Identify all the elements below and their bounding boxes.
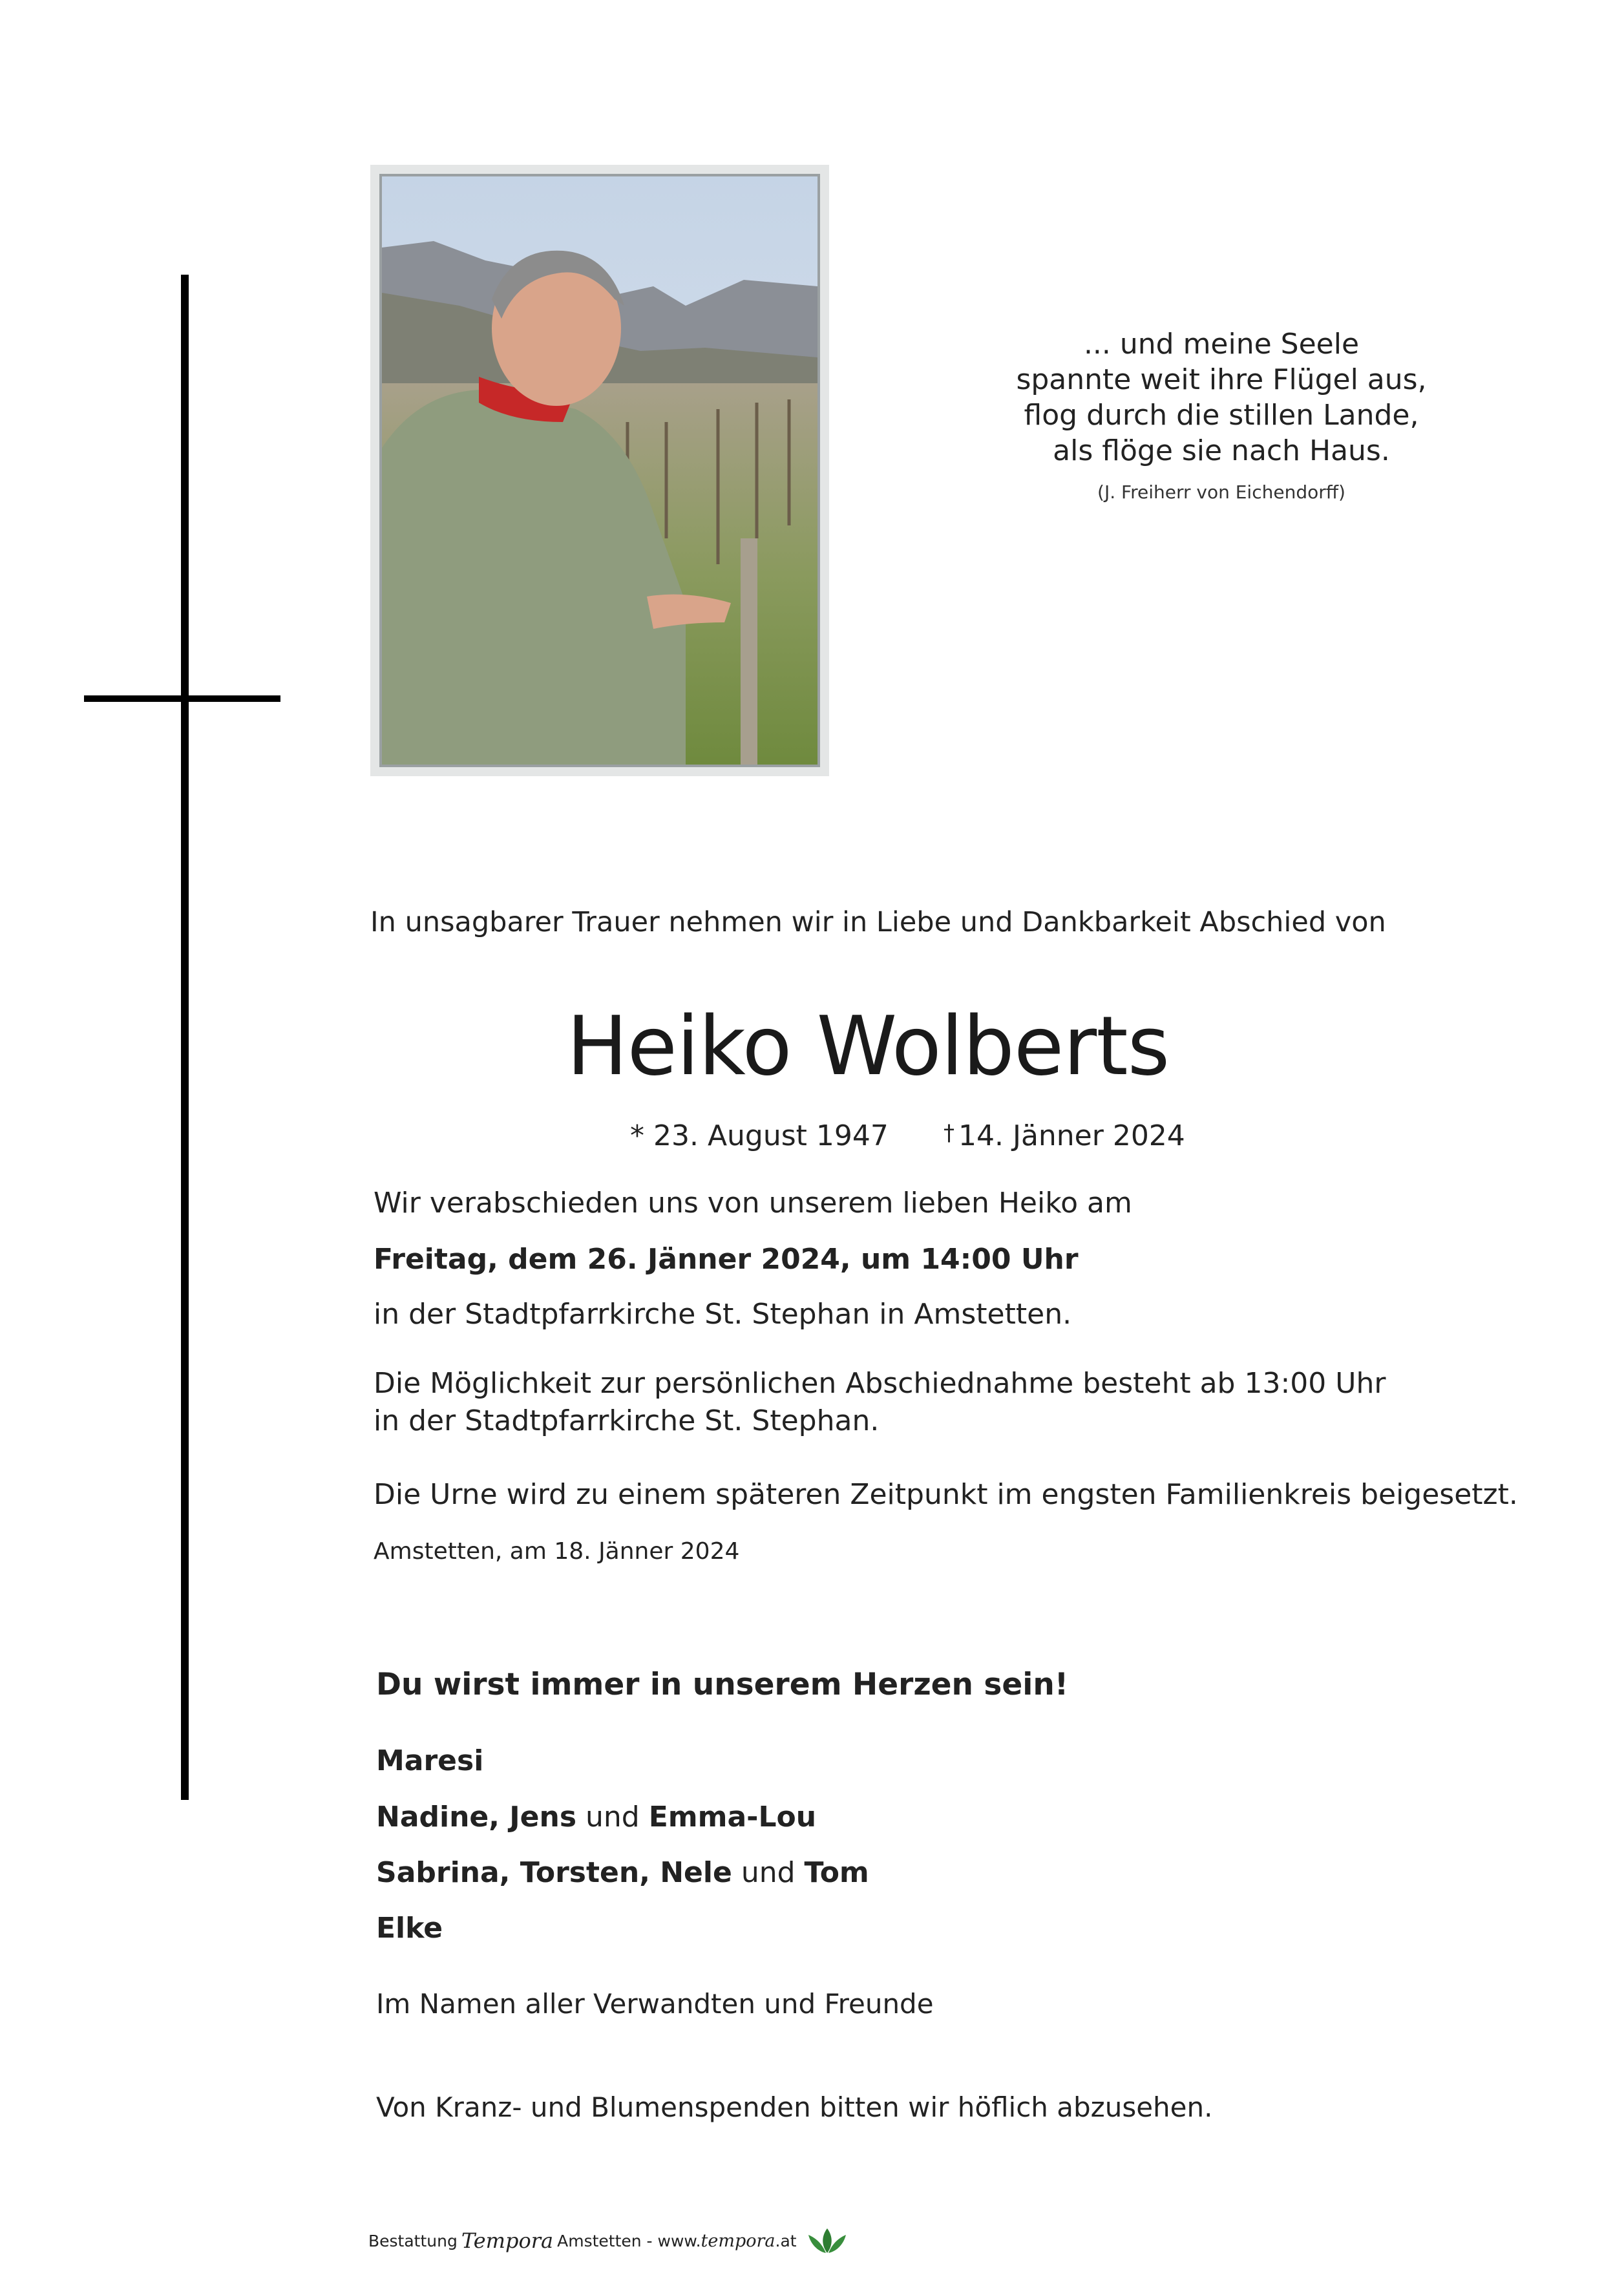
cross-vertical-bar (181, 275, 189, 1800)
brand-domain: tempora (701, 2230, 775, 2251)
death-date (944, 1119, 1185, 1152)
quote-author: (J. Freiherr von Eichendorff) (1097, 481, 1345, 503)
flowers-note: Von Kranz- und Blumenspenden bitten wir höflich abzusehen. (376, 2091, 1213, 2123)
lotus-logo-icon (806, 2226, 849, 2256)
cross-horizontal-bar (84, 695, 280, 702)
death-date-text: 14. Jänner 2024 (958, 1119, 1185, 1152)
mourner-names: Emma-Lou (648, 1801, 817, 1834)
deceased-name: Heiko Wolberts (566, 999, 1170, 1094)
mourner-names: Nadine, Jens (376, 1801, 577, 1834)
funeral-home-footer (368, 2221, 849, 2260)
quote-line: spannte weit ihre Flügel aus, (1016, 363, 1427, 396)
conjunction: und (741, 1856, 796, 1889)
mourner-names: Tom (804, 1856, 869, 1889)
intro-text: In unsagbarer Trauer nehmen wir in Liebe und Dankbarkeit Abschied von (370, 906, 1386, 938)
farewell-line: Wir verabschieden uns von unserem lieben Heiko am (374, 1187, 1132, 1220)
portrait-photo (370, 165, 829, 776)
footer-middle: Amstetten - www. (557, 2231, 701, 2250)
quote-line: ... und meine Seele (1083, 328, 1360, 361)
viewing-line-1: Die Möglichkeit zur persönlichen Abschiednahme besteht ab 13:00 Uhr (374, 1367, 1386, 1400)
service-date-time: Freitag, dem 26. Jänner 2024, um 14:00 Uhr (374, 1243, 1079, 1276)
footer-suffix: .at (775, 2231, 797, 2250)
mourner-names: Elke (376, 1912, 443, 1945)
footer-prefix: Bestattung (368, 2231, 458, 2250)
mourner-names: Maresi (376, 1744, 484, 1777)
service-place: in der Stadtpfarrkirche St. Stephan in Amstetten. (374, 1298, 1072, 1331)
relatives-line: Im Namen aller Verwandten und Freunde (376, 1988, 934, 2020)
mourner-row (376, 1910, 443, 1947)
portrait-image (382, 176, 817, 765)
brand-wordmark: Tempora (461, 2228, 554, 2253)
viewing-line-2: in der Stadtpfarrkirche St. Stephan. (374, 1404, 880, 1437)
mourner-row (376, 1742, 483, 1780)
quote-line: als flöge sie nach Haus. (1053, 434, 1390, 467)
mourner-names: Sabrina, Torsten, Nele (376, 1856, 732, 1889)
urn-note: Die Urne wird zu einem späteren Zeitpunkt im engsten Familienkreis beigesetzt. (374, 1478, 1518, 1511)
conjunction: und (585, 1801, 640, 1834)
motto: Du wirst immer in unserem Herzen sein! (376, 1667, 1069, 1702)
mourner-row (376, 1799, 816, 1836)
mourner-row (376, 1854, 869, 1892)
poem-quote (969, 326, 1473, 469)
quote-line: flog durch die stillen Lande, (1024, 399, 1419, 432)
birth-date: * 23. August 1947 (630, 1119, 889, 1152)
dagger-symbol: † (944, 1120, 954, 1146)
place-date: Amstetten, am 18. Jänner 2024 (374, 1538, 740, 1565)
